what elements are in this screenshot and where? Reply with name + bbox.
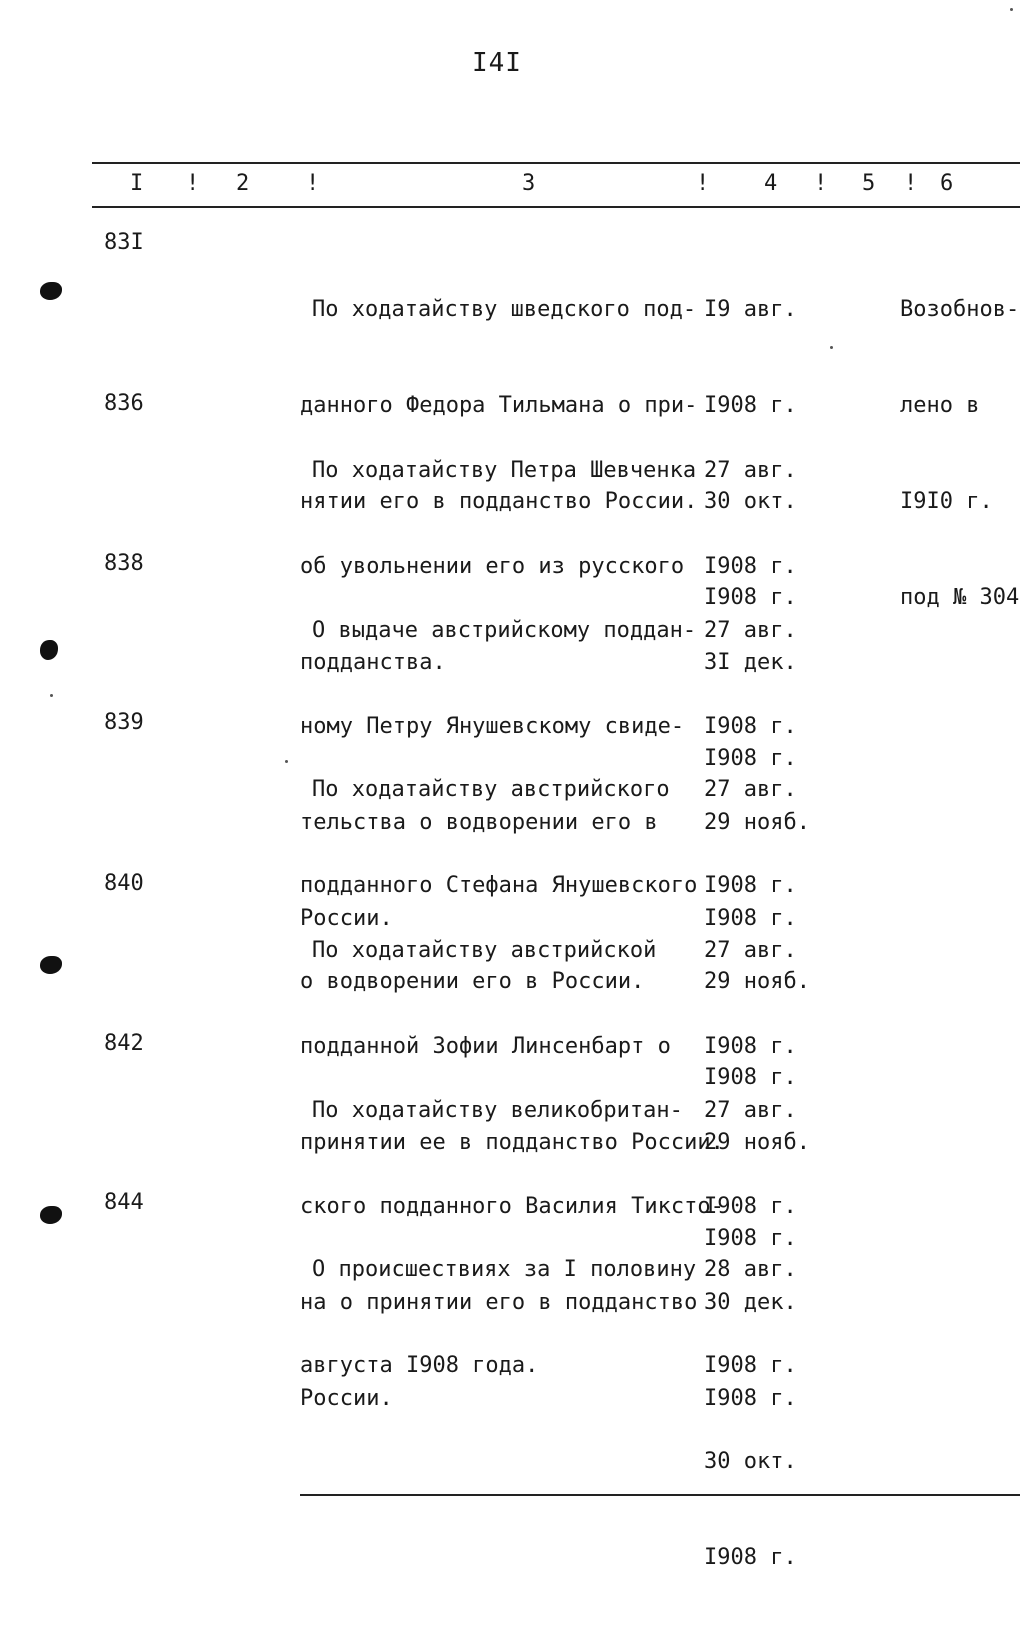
- date-line: I908 г.: [704, 1353, 797, 1378]
- scan-speck: [285, 760, 288, 763]
- description-line: России.: [300, 906, 393, 931]
- date-line: I908 г.: [704, 1194, 797, 1219]
- date-line: I908 г.: [704, 1545, 797, 1570]
- scan-speck: [830, 346, 833, 349]
- date-line: 27 авг.: [704, 1098, 797, 1123]
- entry-number: 840: [104, 871, 144, 896]
- description-line: ному Петру Янушевскому свиде-: [300, 714, 685, 739]
- date-line: I908 г.: [704, 746, 797, 771]
- description-line: ского подданного Василия Тиксто-: [300, 1194, 724, 1219]
- bottom-rule: [300, 1494, 1020, 1496]
- date-line: 30 окт.: [704, 1449, 797, 1474]
- date-line: I908 г.: [704, 1386, 797, 1411]
- date-line: I9 авг.: [704, 297, 797, 322]
- description-line: По ходатайству Петра Шевченка: [312, 458, 697, 483]
- date-line: 28 авг.: [704, 1257, 797, 1282]
- description-line: данного Федора Тильмана о при-: [300, 393, 698, 418]
- header-separator: !: [904, 171, 918, 196]
- description-line: По ходатайству австрийской: [312, 938, 657, 963]
- date-line: I908 г.: [704, 585, 797, 610]
- description-line: о водворении его в России.: [300, 969, 645, 994]
- header-separator: !: [696, 171, 710, 196]
- description-line: нятии его в подданство России.: [300, 489, 698, 514]
- note-line: I9I0 г.: [900, 489, 993, 514]
- header-col-3: 3: [522, 171, 536, 196]
- date-line: I908 г.: [704, 554, 797, 579]
- date-line: 27 авг.: [704, 618, 797, 643]
- date-line: I908 г.: [704, 873, 797, 898]
- date-line: 29 нояб.: [704, 810, 810, 835]
- scan-speck: [1010, 8, 1013, 11]
- description-line: О происшествиях за I половину: [312, 1257, 697, 1282]
- entry-dates: [704, 1190, 797, 1638]
- description-line: августа I908 года.: [300, 1353, 539, 1378]
- header-col-1: I: [130, 171, 144, 196]
- date-line: I908 г.: [704, 1226, 797, 1251]
- description-line: об увольнении его из русского: [300, 554, 685, 579]
- header-col-6: 6: [940, 171, 954, 196]
- entry-number: 83I: [104, 230, 144, 255]
- date-line: 27 авг.: [704, 458, 797, 483]
- header-separator: !: [814, 171, 828, 196]
- header-col-5: 5: [862, 171, 876, 196]
- description-line: О выдаче австрийскому поддан-: [312, 618, 697, 643]
- date-line: 30 окт.: [704, 489, 797, 514]
- entry-number: 844: [104, 1190, 144, 1215]
- note-line: под № 304: [900, 585, 1020, 610]
- entry-description: [300, 1190, 696, 1446]
- entry-number: 842: [104, 1031, 144, 1056]
- date-line: I908 г.: [704, 714, 797, 739]
- header-top-rule: [92, 162, 1020, 164]
- date-line: 27 авг.: [704, 938, 797, 963]
- header-bottom-rule: [92, 206, 1020, 208]
- header-separator: !: [306, 171, 320, 196]
- description-line: подданной Зофии Линсенбарт о: [300, 1034, 671, 1059]
- description-line: России.: [300, 1386, 393, 1411]
- date-line: I908 г.: [704, 1065, 797, 1090]
- date-line: 29 нояб.: [704, 1130, 810, 1155]
- date-line: 27 авг.: [704, 777, 797, 802]
- note-line: Возобнов-: [900, 297, 1020, 322]
- date-line: I908 г.: [704, 1034, 797, 1059]
- entry-number: 838: [104, 551, 144, 576]
- entry-number: 836: [104, 391, 144, 416]
- note-line: лено в: [900, 393, 980, 418]
- date-line: I908 г.: [704, 906, 797, 931]
- description-line: тельства о водворении его в: [300, 810, 658, 835]
- scan-speck: [50, 694, 53, 697]
- page-number: I4I: [472, 48, 522, 78]
- description-line: подданства.: [300, 650, 446, 675]
- description-line: принятии ее в подданство России.: [300, 1130, 724, 1155]
- header-col-4: 4: [764, 171, 778, 196]
- description-line: По ходатайству австрийского: [312, 777, 670, 802]
- description-line: на о принятии его в подданство: [300, 1290, 698, 1315]
- description-line: подданного Стефана Янушевского: [300, 873, 698, 898]
- header-col-2: 2: [236, 171, 250, 196]
- date-line: I908 г.: [704, 393, 797, 418]
- date-line: 3I дек.: [704, 650, 797, 675]
- date-line: 30 дек.: [704, 1290, 797, 1315]
- date-line: 29 нояб.: [704, 969, 810, 994]
- description-line: По ходатайству великобритан-: [312, 1098, 683, 1123]
- description-line: По ходатайству шведского под-: [312, 297, 697, 322]
- entry-number: 839: [104, 710, 144, 735]
- header-separator: !: [186, 171, 200, 196]
